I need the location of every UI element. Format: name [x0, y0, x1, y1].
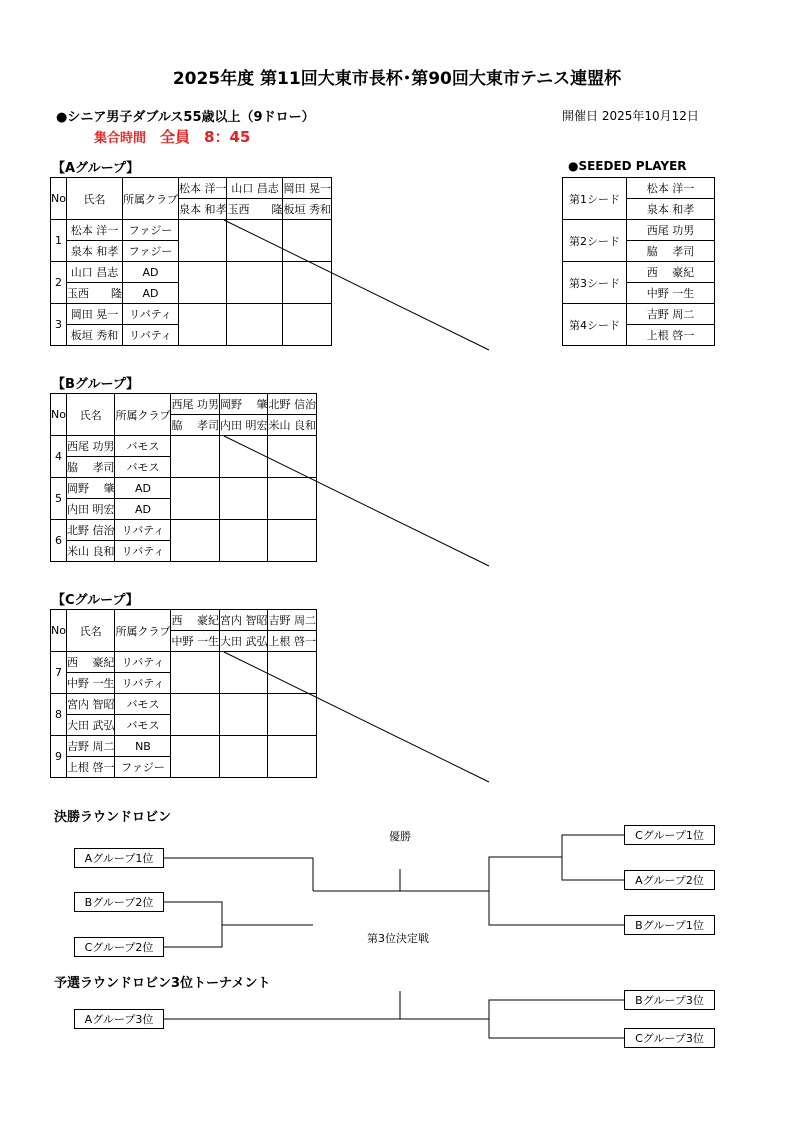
player-name: 中野 一生 [66, 673, 115, 694]
player-name: 上根 啓一 [66, 757, 115, 778]
result-cell [171, 652, 220, 694]
team-no: 5 [51, 478, 67, 520]
player-club: ファジー [122, 220, 178, 241]
table-row [51, 694, 317, 715]
player-club: バモス [115, 436, 171, 457]
seed-label: 第2シード [563, 220, 627, 262]
winner-label: 優勝 [389, 830, 411, 843]
result-cell [178, 220, 227, 262]
player-club: AD [122, 262, 178, 283]
seed-player: 西尾 功男 [627, 220, 715, 241]
seed-row [563, 304, 715, 325]
seed-label: 第4シード [563, 304, 627, 346]
result-cell [178, 304, 227, 346]
player-name: 玉西 隆 [66, 283, 122, 304]
gathering-who: 全員 [160, 128, 191, 146]
bracket-line [489, 857, 624, 925]
result-cell [227, 220, 283, 262]
player-club: リバティ [115, 541, 171, 562]
column-player: 玉西 隆 [227, 199, 283, 220]
result-cell [283, 220, 332, 262]
seed-row [563, 178, 715, 199]
player-name: 泉本 和孝 [66, 241, 122, 262]
seed-label: 第1シード [563, 178, 627, 220]
final-left-slot: Cグループ2位 [74, 937, 164, 957]
seed-row [563, 262, 715, 283]
column-player: 泉本 和孝 [178, 199, 227, 220]
seed-player: 上根 啓一 [627, 325, 715, 346]
team-no: 9 [51, 736, 67, 778]
player-club: ファジー [115, 757, 171, 778]
seed-label: 第3シード [563, 262, 627, 304]
column-player: 西尾 功男 [171, 394, 220, 415]
header-no: No [51, 610, 67, 652]
table-row [51, 478, 317, 499]
seeded-table [562, 177, 715, 346]
player-name: 北野 信治 [66, 520, 115, 541]
final-left-slot: Aグループ1位 [74, 848, 164, 868]
player-club: リバティ [122, 304, 178, 325]
column-player: 山口 昌志 [227, 178, 283, 199]
player-name: 大田 武弘 [66, 715, 115, 736]
prelim-left-slot: Aグループ3位 [74, 1009, 164, 1029]
column-player: 松本 洋一 [178, 178, 227, 199]
player-club: AD [122, 283, 178, 304]
result-cell [219, 736, 268, 778]
group-table [50, 393, 317, 562]
final-title: 決勝ラウンドロビン [54, 810, 172, 825]
group-label: 【Bグループ】 [52, 377, 139, 392]
player-name: 脇 孝司 [66, 457, 115, 478]
player-name: 山口 昌志 [66, 262, 122, 283]
seed-player: 吉野 周二 [627, 304, 715, 325]
result-cell [219, 436, 268, 478]
header-row [51, 178, 332, 199]
result-cell [268, 520, 317, 562]
result-cell [171, 694, 220, 736]
column-player: 上根 啓一 [268, 631, 317, 652]
result-cell [171, 520, 220, 562]
player-name: 西尾 功男 [66, 436, 115, 457]
result-cell [219, 694, 268, 736]
player-club: NB [115, 736, 171, 757]
result-cell [268, 436, 317, 478]
table-row [51, 520, 317, 541]
seed-row [563, 220, 715, 241]
header-club: 所属クラブ [115, 610, 171, 652]
prelim-right-slot: Bグループ3位 [624, 990, 715, 1010]
result-cell [219, 652, 268, 694]
result-cell [283, 262, 332, 304]
seeded-title: ●SEEDED PLAYER [568, 159, 687, 173]
prelim-title: 予選ラウンドロビン3位トーナメント [54, 976, 271, 991]
player-club: バモス [115, 715, 171, 736]
player-club: AD [115, 499, 171, 520]
group-table [50, 177, 332, 346]
header-row [51, 610, 317, 631]
result-cell [219, 478, 268, 520]
table-row [51, 652, 317, 673]
final-left-slot: Bグループ2位 [74, 892, 164, 912]
team-no: 4 [51, 436, 67, 478]
seed-player: 松本 洋一 [627, 178, 715, 199]
player-name: 内田 明宏 [66, 499, 115, 520]
column-player: 米山 良和 [268, 415, 317, 436]
event-date: 開催日 2025年10月12日 [562, 109, 699, 123]
gathering-time [94, 126, 250, 147]
player-name: 西 豪紀 [66, 652, 115, 673]
result-cell [219, 520, 268, 562]
result-cell [227, 262, 283, 304]
column-player: 板垣 秀和 [283, 199, 332, 220]
result-cell [283, 304, 332, 346]
table-row [51, 736, 317, 757]
column-player: 岡野 肇 [219, 394, 268, 415]
player-club: バモス [115, 457, 171, 478]
bracket-line [562, 835, 624, 880]
player-club: AD [115, 478, 171, 499]
column-player: 大田 武弘 [219, 631, 268, 652]
seed-player: 西 豪紀 [627, 262, 715, 283]
table-row [51, 220, 332, 241]
player-name: 吉野 周二 [66, 736, 115, 757]
player-club: リバティ [122, 325, 178, 346]
header-row [51, 394, 317, 415]
team-no: 3 [51, 304, 67, 346]
result-cell [171, 736, 220, 778]
header-no: No [51, 394, 67, 436]
seed-player: 泉本 和孝 [627, 199, 715, 220]
result-cell [171, 478, 220, 520]
header-name: 氏名 [66, 178, 122, 220]
seed-player: 脇 孝司 [627, 241, 715, 262]
player-club: リバティ [115, 520, 171, 541]
final-right-slot: Aグループ2位 [624, 870, 715, 890]
bracket-line [489, 1000, 624, 1038]
group-label: 【Cグループ】 [52, 593, 139, 608]
player-name: 板垣 秀和 [66, 325, 122, 346]
header-no: No [51, 178, 67, 220]
column-player: 中野 一生 [171, 631, 220, 652]
column-player: 吉野 周二 [268, 610, 317, 631]
player-club: バモス [115, 694, 171, 715]
bracket-line [164, 902, 222, 947]
gathering-clock: 8：45 [204, 128, 251, 146]
column-player: 脇 孝司 [171, 415, 220, 436]
seed-player: 中野 一生 [627, 283, 715, 304]
final-right-slot: Bグループ1位 [624, 915, 715, 935]
final-right-slot: Cグループ1位 [624, 825, 715, 845]
column-player: 宮内 智昭 [219, 610, 268, 631]
bracket-line [164, 858, 313, 891]
page-title: 2025年度 第11回大東市長杯･第90回大東市テニス連盟杯 [172, 69, 622, 89]
team-no: 6 [51, 520, 67, 562]
result-cell [268, 478, 317, 520]
player-name: 宮内 智昭 [66, 694, 115, 715]
column-player: 内田 明宏 [219, 415, 268, 436]
result-cell [268, 694, 317, 736]
header-club: 所属クラブ [115, 394, 171, 436]
group-label: 【Aグループ】 [52, 161, 140, 176]
player-name: 岡野 肇 [66, 478, 115, 499]
player-club: ファジー [122, 241, 178, 262]
prelim-right-slot: Cグループ3位 [624, 1028, 715, 1048]
player-club: リバティ [115, 673, 171, 694]
column-player: 岡田 晃一 [283, 178, 332, 199]
column-player: 西 豪紀 [171, 610, 220, 631]
third-place-label: 第3位決定戦 [367, 932, 429, 945]
table-row [51, 262, 332, 283]
result-cell [268, 736, 317, 778]
event-name: ●シニア男子ダブルス55歳以上（9ドロー） [56, 110, 315, 125]
player-name: 松本 洋一 [66, 220, 122, 241]
header-name: 氏名 [66, 394, 115, 436]
result-cell [227, 304, 283, 346]
result-cell [268, 652, 317, 694]
header-club: 所属クラブ [122, 178, 178, 220]
table-row [51, 436, 317, 457]
player-name: 岡田 晃一 [66, 304, 122, 325]
team-no: 2 [51, 262, 67, 304]
team-no: 1 [51, 220, 67, 262]
header-name: 氏名 [66, 610, 115, 652]
team-no: 8 [51, 694, 67, 736]
player-name: 米山 良和 [66, 541, 115, 562]
gathering-label: 集合時間 [94, 131, 147, 146]
result-cell [171, 436, 220, 478]
group-table [50, 609, 317, 778]
player-club: リバティ [115, 652, 171, 673]
column-player: 北野 信治 [268, 394, 317, 415]
table-row [51, 304, 332, 325]
team-no: 7 [51, 652, 67, 694]
result-cell [178, 262, 227, 304]
